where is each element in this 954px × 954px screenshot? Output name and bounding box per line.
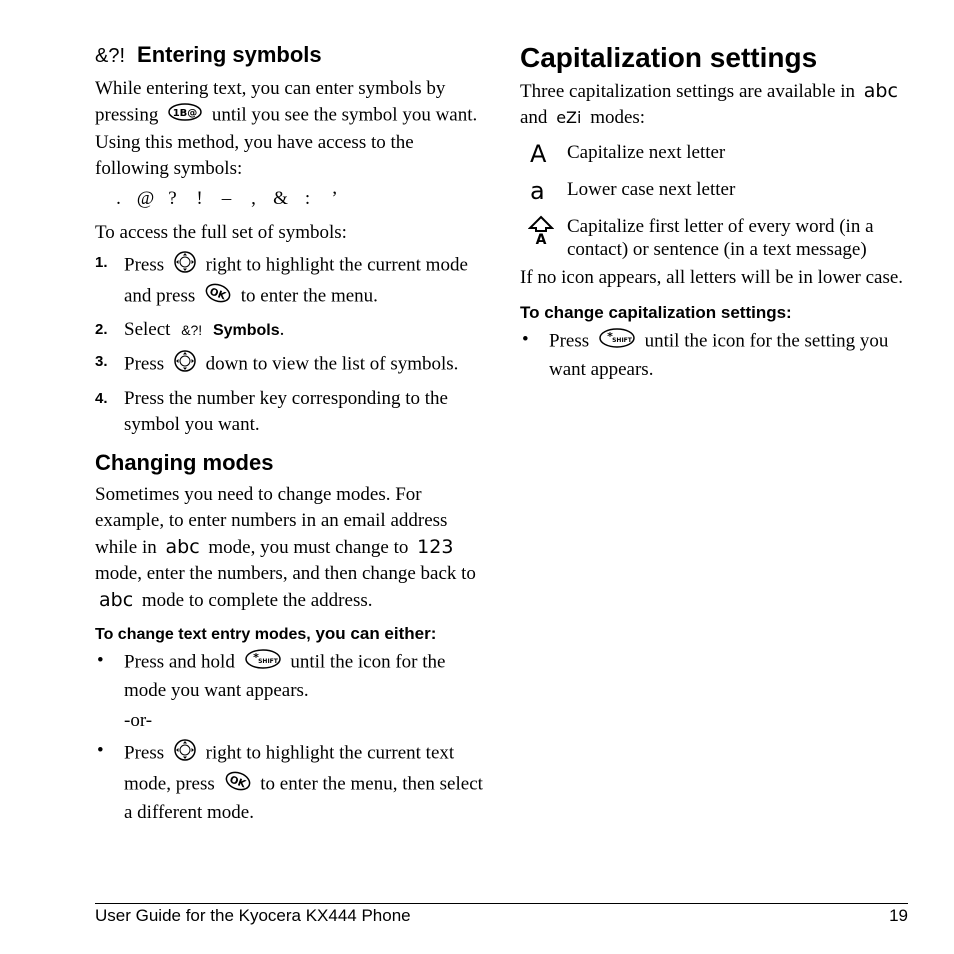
step-item: 4. Press the number key corresponding to the symbol you want. bbox=[95, 388, 448, 435]
changing-modes-paragraph: Sometimes you need to change modes. For example, to enter numbers in an email address while in abc mode, you must change to 123 mode, enter the numbers, and then change back to abc mode to complete the address. bbox=[95, 484, 476, 611]
list-item: • Press right to highlight the current text mode, press OK to enter the menu, then select a different mode. bbox=[97, 740, 483, 823]
entering-symbols-heading-row bbox=[95, 42, 485, 68]
shift-key-icon bbox=[244, 648, 282, 678]
left-column bbox=[95, 40, 485, 830]
shift-key-icon bbox=[598, 327, 636, 357]
svg-text:OK: OK bbox=[227, 774, 247, 791]
symbol-key-icon bbox=[167, 102, 203, 130]
symbols-mode-icon: &?! bbox=[181, 322, 203, 338]
lowercase-a-icon: a bbox=[530, 177, 545, 205]
changing-modes-heading: Changing modes bbox=[95, 450, 274, 475]
page-footer bbox=[95, 903, 908, 926]
symbols-mode-icon: &?! bbox=[95, 45, 126, 67]
list-item: • Press and hold * SHIFT until the icon for the mode you want appears. -or- bbox=[95, 648, 485, 734]
footer-title: User Guide for the Kyocera KX444 Phone bbox=[95, 906, 411, 925]
symbol: . bbox=[116, 188, 121, 209]
cap-setting-row: A Capitalize first letter of every word (in a contact) or sentence (in a text message) bbox=[520, 215, 910, 261]
svg-text:*: * bbox=[252, 651, 259, 664]
nav-key-icon bbox=[173, 349, 197, 381]
symbol: : bbox=[304, 188, 311, 209]
symbol: @ bbox=[136, 188, 155, 209]
capital-a-icon: A bbox=[530, 140, 547, 168]
symbol: ! bbox=[196, 188, 203, 209]
num-mode-icon: 123 bbox=[417, 536, 454, 558]
svg-text:SHIFT: SHIFT bbox=[257, 658, 278, 665]
svg-text:1B@: 1B@ bbox=[172, 108, 198, 119]
capitalization-settings-list bbox=[520, 141, 910, 261]
ok-key-icon bbox=[224, 770, 252, 800]
change-modes-list bbox=[95, 648, 485, 826]
or-separator: -or- bbox=[124, 710, 153, 731]
symbol: – bbox=[221, 188, 232, 209]
right-column bbox=[520, 40, 910, 387]
symbol-steps bbox=[95, 250, 485, 438]
capitalization-heading: Capitalization settings bbox=[520, 42, 818, 73]
step-item: 3. Press down to view the list of symbols. bbox=[95, 349, 485, 381]
page-number: 19 bbox=[889, 906, 908, 925]
capitalization-procedure: To change capitalization settings: bbox=[520, 303, 792, 322]
entering-symbols-heading: Entering symbols bbox=[137, 42, 322, 67]
capitalization-steps bbox=[520, 327, 910, 383]
symbol: , bbox=[251, 188, 256, 209]
svg-text:*: * bbox=[606, 330, 613, 343]
svg-text:SHIFT: SHIFT bbox=[611, 337, 632, 344]
no-icon-note: If no icon appears, all letters will be in lower case. bbox=[520, 267, 904, 288]
change-modes-procedure: To change text entry modes, you can either: bbox=[95, 624, 437, 643]
abc-mode-icon: abc bbox=[863, 80, 898, 102]
svg-text:OK: OK bbox=[207, 286, 227, 303]
symbol: & bbox=[273, 188, 288, 209]
abc-mode-icon: abc bbox=[99, 589, 134, 611]
step-item: 1. Press right to highlight the current mode and press OK to enter the menu. bbox=[95, 250, 485, 312]
list-item: • Press * SHIFT until the icon for the setting you want appears. bbox=[522, 329, 889, 380]
ok-key-icon bbox=[204, 282, 232, 312]
cap-setting-row: a Lower case next letter bbox=[530, 177, 736, 205]
access-symbols-text: To access the full set of symbols: bbox=[95, 222, 347, 243]
nav-key-icon bbox=[173, 738, 197, 770]
ezi-mode-icon: eZi bbox=[556, 108, 582, 127]
nav-key-icon bbox=[173, 250, 197, 282]
symbol-list bbox=[105, 188, 485, 210]
svg-text:A: A bbox=[535, 232, 547, 245]
abc-mode-icon: abc bbox=[165, 536, 200, 558]
cap-setting-row: A Capitalize next letter bbox=[530, 140, 726, 168]
step-item: 2. Select &?! Symbols. bbox=[95, 319, 285, 340]
symbol: ’ bbox=[331, 188, 338, 209]
entering-symbols-intro: While entering text, you can enter symbols by pressing 1B@ until you see the symbol you want. Using this method, you have access to the following symbols: bbox=[95, 78, 478, 179]
symbol: ? bbox=[168, 188, 177, 209]
capitalization-intro: Three capitalization settings are available in abc and eZi modes: bbox=[520, 80, 898, 128]
shift-arrow-icon bbox=[528, 215, 554, 249]
